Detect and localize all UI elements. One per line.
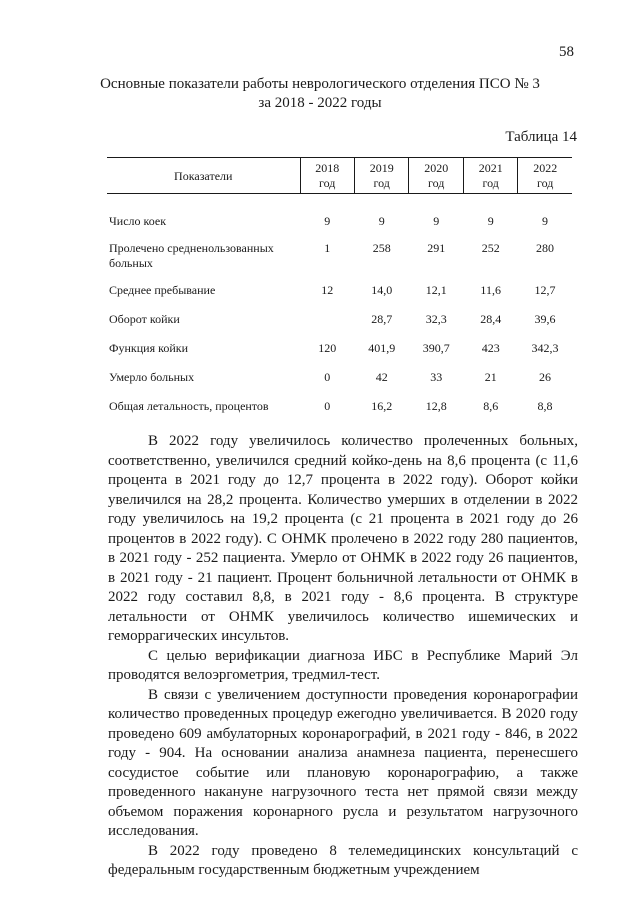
table-cell: 120	[318, 340, 337, 355]
header-year-label: 2018	[315, 161, 340, 175]
table-cell: 8,8	[537, 398, 553, 413]
paragraph: С целью верификации диагноза ИБС в Республике Марий Эл проводятся велоэргометрия, тредмил-тест.	[108, 647, 578, 683]
table-cell: 21	[484, 369, 497, 384]
table-cell: 390,7	[422, 340, 450, 355]
table-cell: 12,8	[425, 398, 447, 413]
table-cell: 28,4	[480, 311, 502, 326]
title-line-1: Основные показатели работы неврологического отделения ПСО № 3	[100, 76, 540, 92]
body-text	[108, 432, 578, 881]
table-cell: 9	[324, 214, 331, 228]
header-year-suffix: год	[319, 176, 336, 190]
header-year-2019	[354, 158, 409, 194]
table-row	[107, 392, 572, 421]
header-indicators: Показатели	[107, 158, 300, 194]
table-cell: 14,0	[371, 282, 393, 297]
table-cell: 342,3	[531, 340, 559, 355]
table-cell: 28,7	[371, 311, 393, 326]
header-year-label: 2021	[478, 161, 503, 175]
table-cell: 12	[321, 282, 334, 297]
header-year-label: 2019	[369, 161, 394, 175]
indicators-table	[107, 157, 572, 421]
table-cell: 9	[487, 214, 494, 228]
table-cell: 39,6	[534, 311, 556, 326]
header-year-label: 2022	[533, 161, 558, 175]
header-year-suffix: год	[537, 176, 554, 190]
table-cell: 280	[535, 240, 554, 255]
paragraph: В 2022 году увеличилось количество пролеченных больных, соответственно, увеличился средний койко-день на 8,6 процента (с 11,6 процента в 2021 году до 12,7 процента в 2022 году). Оборот койки увеличился на 28,2 процента. Количество умерших в отделении в 2022 году увеличилось на 19,2 процента (с 21 процента в 2021 году до 26 процентов в 2022 году). С ОНМК пролечено в 2022 году 280 пациентов, в 2021 году - 252 пациента. Умерло от ОНМК в 2022 году 26 пациентов, в 2021 году - 21 пациент. Процент больничной летальности от ОНМК в 2022 году составил 8,8, в 2021 году - 8,6 процента. В структуре летальности от ОНМК увеличилось количество ишемических и геморрагических инсультов.	[108, 433, 578, 644]
table-cell: 26	[538, 369, 551, 384]
table-cell: 11,6	[480, 282, 501, 297]
header-year-2020	[409, 158, 464, 194]
table-cell: 8,6	[483, 398, 499, 413]
paragraph: В связи с увеличением доступности проведения коронарографии количество проведенных процедур ежегодно увеличивается. В 2020 году проведено 609 амбулаторных коронарографий, в 2021 году - 846, в 2022 году - 904. На основании анализа анамнеза пациента, перенесшего сосудистое событие или плановую коронарографию, а также проведенного накануне нагрузочного теста нет прямой связи между объемом поражения коронарного русла и результатом нагрузочного исследования.	[108, 686, 578, 839]
header-year-label: 2020	[424, 161, 449, 175]
table-row	[107, 334, 572, 363]
row-name: Общая летальность, процентов	[109, 398, 269, 413]
title-line-2: за 2018 - 2022 годы	[258, 95, 382, 111]
table-cell: 32,3	[425, 311, 447, 326]
table-cell: 423	[481, 340, 500, 355]
table-caption: Таблица 14	[505, 129, 577, 145]
table-header-row	[107, 158, 572, 194]
header-year-2018	[300, 158, 354, 194]
row-name: Среднее пребывание	[109, 282, 216, 297]
table-cell: 0	[324, 369, 331, 384]
row-name: Пролечено средненользованных больных	[109, 240, 274, 270]
page-number: 58	[559, 44, 574, 60]
table-cell: 9	[433, 214, 440, 228]
table-row	[107, 363, 572, 392]
table-cell: 0	[324, 398, 331, 413]
table-cell: 16,2	[371, 398, 393, 413]
header-year-2022	[518, 158, 572, 194]
table-cell: 33	[430, 369, 443, 384]
paragraph: В 2022 году проведено 8 телемедицинских консультаций с федеральным государственным бюджетным учреждением	[108, 842, 578, 878]
table-cell: 12,7	[534, 282, 556, 297]
row-name: Функция койки	[109, 340, 188, 355]
document-title	[0, 75, 640, 113]
table-cell: 252	[481, 240, 500, 255]
header-year-suffix: год	[428, 176, 445, 190]
table-cell: 12,1	[425, 282, 447, 297]
table-cell: 9	[541, 214, 548, 228]
row-name: Число коек	[109, 214, 167, 228]
table-cell: 42	[375, 369, 388, 384]
row-name: Оборот койки	[109, 311, 180, 326]
table-cell: 258	[372, 240, 391, 255]
table-row	[107, 276, 572, 305]
table-cell: 1	[324, 240, 331, 255]
table-row	[107, 232, 572, 276]
header-year-suffix: год	[373, 176, 390, 190]
header-year-suffix: год	[482, 176, 499, 190]
table-cell: 9	[378, 214, 385, 228]
header-year-2021	[463, 158, 517, 194]
row-name: Умерло больных	[109, 369, 195, 384]
table-cell: 291	[427, 240, 446, 255]
table-row	[107, 305, 572, 334]
table-cell: 401,9	[368, 340, 396, 355]
table-row	[107, 194, 572, 232]
table-cell	[300, 305, 354, 334]
